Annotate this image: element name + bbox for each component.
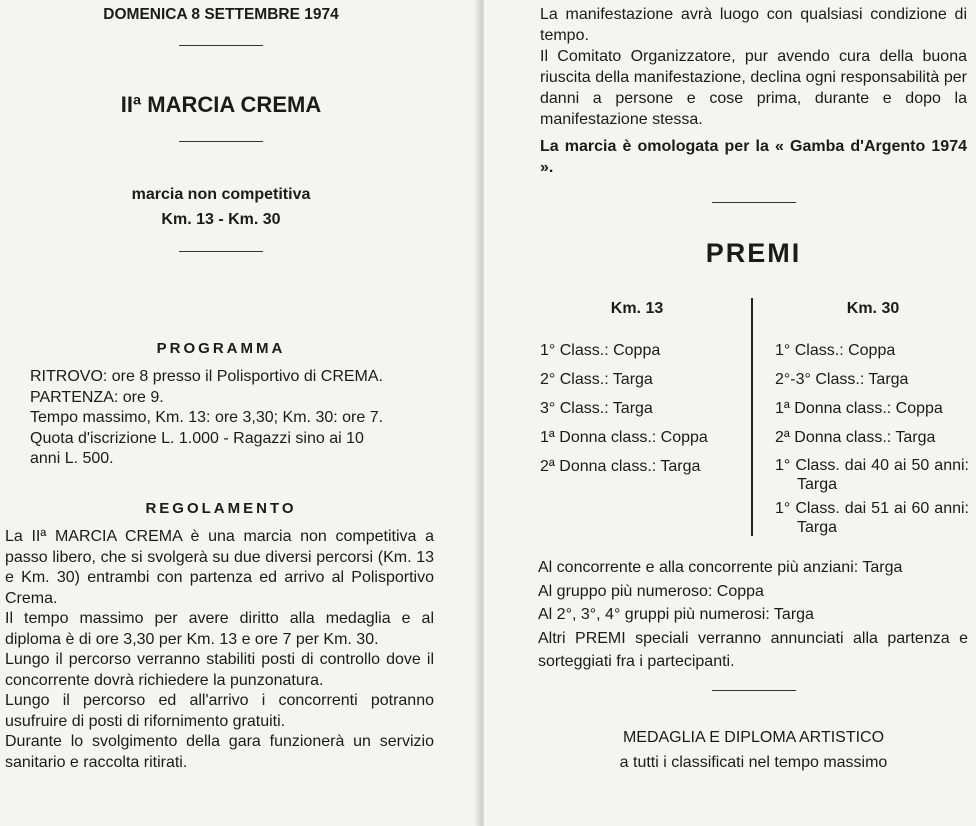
regolamento-paragraph: Lungo il percorso ed all'arrivo i concorrenti potranno usufruire di posti di rifornimento gratuiti. xyxy=(5,692,434,730)
prize-km30-item: 1° Class.: Coppa xyxy=(775,342,896,359)
regolamento-paragraph: Lungo il percorso verranno stabiliti posti di controllo dove il concorrente dovrà richiedere la punzonatura. xyxy=(5,651,434,689)
programma-line: RITROVO: ore 8 presso il Polisportivo di CREMA. xyxy=(30,368,383,385)
extra-prize-line: Al concorrente e alla concorrente più anziani: Targa xyxy=(538,559,903,576)
divider xyxy=(179,251,263,252)
prize-km30-item: 1ª Donna class.: Coppa xyxy=(775,400,943,417)
regolamento-paragraph: Il tempo massimo per avere diritto alla medaglia e al diploma è di ore 3,30 per Km. 13 e ore 7 per Km. 30. xyxy=(5,610,434,648)
event-distances: Km. 13 - Km. 30 xyxy=(161,211,281,228)
extra-prize-line: Al 2°, 3°, 4° gruppi più numerosi: Targa xyxy=(538,606,814,623)
regolamento-paragraph: La IIª MARCIA CREMA è una marcia non competitiva a passo libero, che si svolgerà su due diversi percorsi (Km. 13 e Km. 30) entrambi con partenza ed arrivo al Polisportivo Crema. xyxy=(5,528,434,607)
extra-prize-line: Altri PREMI speciali verranno annunciati alla partenza e sorteggiati fra i partecipanti. xyxy=(538,629,968,670)
event-subtitle: marcia non competitiva xyxy=(131,186,311,203)
column-divider xyxy=(751,298,753,536)
prize-km13-item: 1ª Donna class.: Coppa xyxy=(540,429,708,446)
programma-line: Tempo massimo, Km. 13: ore 3,30; Km. 30: ore 7. xyxy=(30,409,384,426)
km13-heading: Km. 13 xyxy=(610,300,664,317)
divider xyxy=(712,690,796,691)
regolamento-heading: REGOLAMENTO xyxy=(145,500,297,517)
omologata-note: La marcia è omologata per la « Gamba d'Argento 1974 ». xyxy=(540,138,967,176)
prize-km13-item: 2° Class.: Targa xyxy=(540,371,653,388)
medaglia-line: MEDAGLIA E DIPLOMA ARTISTICO xyxy=(622,729,885,746)
prize-km30-item: 1° Class. dai 40 ai 50 anni: Targa xyxy=(775,457,969,493)
regolamento-paragraph: Durante lo svolgimento della gara funzionerà un servizio sanitario e raccolta ritirati. xyxy=(5,733,434,771)
intro-text xyxy=(540,4,967,130)
prize-km30-item: 1° Class. dai 51 ai 60 anni: Targa xyxy=(775,500,969,536)
divider xyxy=(712,202,796,203)
event-title: IIª MARCIA CREMA xyxy=(120,92,322,117)
divider xyxy=(179,141,263,142)
prize-km13-item: 3° Class.: Targa xyxy=(540,400,653,417)
regolamento-text xyxy=(5,527,434,773)
extra-prizes xyxy=(538,556,968,674)
prize-km13-item: 1° Class.: Coppa xyxy=(540,342,661,359)
event-date: DOMENICA 8 SETTEMBRE 1974 xyxy=(103,6,339,23)
prize-km30-item: 2ª Donna class.: Targa xyxy=(775,429,936,446)
programma-heading: PROGRAMMA xyxy=(156,340,286,357)
prize-km30-item: 2°-3° Class.: Targa xyxy=(775,371,909,388)
divider xyxy=(179,45,263,46)
premi-heading: PREMI xyxy=(705,238,802,268)
intro-paragraph: La manifestazione avrà luogo con qualsiasi condizione di tempo. xyxy=(540,6,967,44)
extra-prize-line: Al gruppo più numeroso: Coppa xyxy=(538,582,764,600)
programma-line: Quota d'iscrizione L. 1.000 - Ragazzi sino ai 10 xyxy=(30,429,364,447)
intro-paragraph: Il Comitato Organizzatore, pur avendo cura della buona riuscita della manifestazione, declina ogni responsabilità per danni a persone e cose prima, durante e dopo la manifestazione stessa. xyxy=(540,48,967,128)
right-page xyxy=(484,0,976,826)
prize-km13-item: 2ª Donna class.: Targa xyxy=(540,458,701,475)
medaglia-subline: a tutti i classificati nel tempo massimo xyxy=(619,754,888,771)
km30-heading: Km. 30 xyxy=(846,300,900,317)
programma-line: anni L. 500. xyxy=(30,450,114,467)
programma-list xyxy=(30,367,430,470)
left-page xyxy=(0,0,478,826)
programma-line: PARTENZA: ore 9. xyxy=(30,388,164,406)
